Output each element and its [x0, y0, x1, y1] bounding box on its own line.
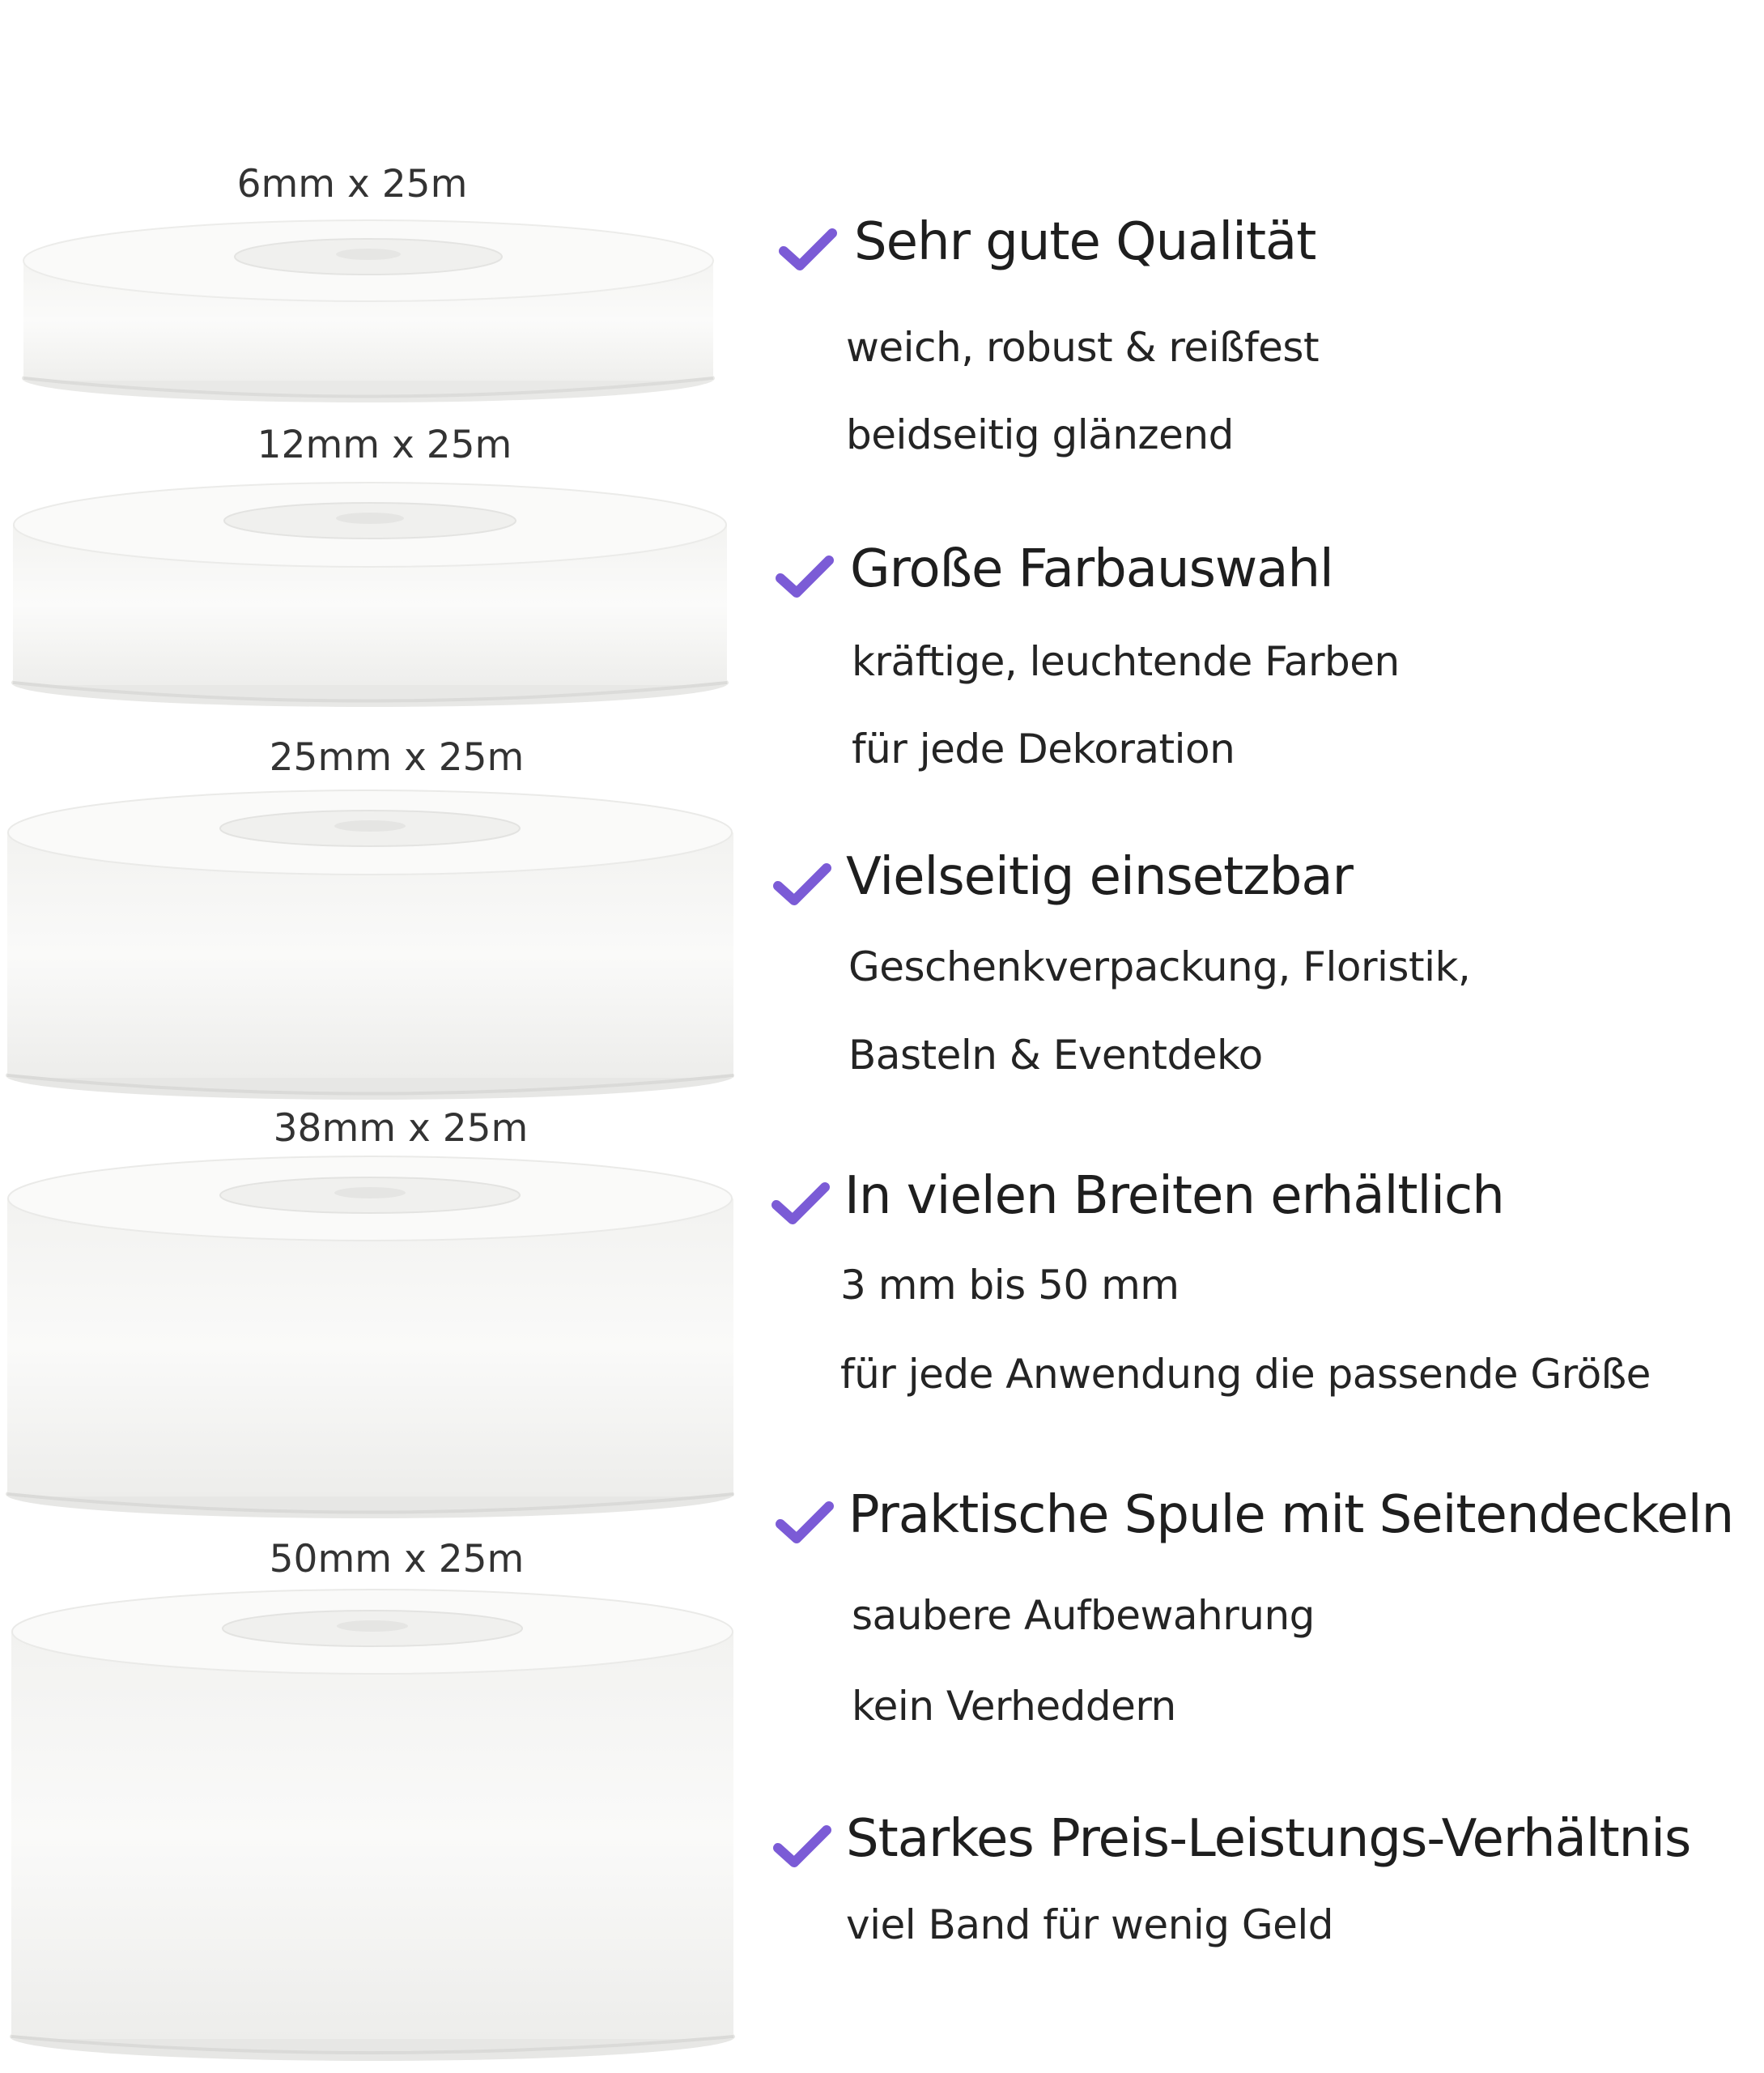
spool-size-label: 12mm x 25m [257, 423, 512, 467]
feature-line: für jede Dekoration [852, 726, 1235, 773]
ribbon-spool-12mm [10, 476, 730, 711]
feature-line: saubere Aufbewahrung [852, 1592, 1315, 1639]
ribbon-spool-25mm [4, 784, 737, 1104]
ribbon-spool-50mm [8, 1583, 737, 2069]
check-icon [773, 862, 831, 907]
feature-line: für jede Anwendung die passende Größe [840, 1351, 1651, 1398]
check-icon [771, 1181, 830, 1226]
feature-line: Geschenkverpackung, Floristik, [848, 943, 1471, 990]
feature-title: Große Farbauswahl [850, 539, 1333, 599]
spool-size-label: 6mm x 25m [236, 162, 468, 206]
feature-title: Starkes Preis-Leistungs-Verhältnis [846, 1809, 1691, 1869]
feature-line: beidseitig glänzend [846, 411, 1234, 458]
feature-title: Praktische Spule mit Seitendeckeln [848, 1485, 1734, 1545]
spool-size-label: 50mm x 25m [269, 1537, 525, 1581]
check-icon [776, 554, 834, 599]
feature-line: viel Band für wenig Geld [846, 1901, 1334, 1948]
spool-size-label: 25mm x 25m [269, 735, 525, 780]
check-icon [776, 1500, 834, 1545]
feature-title: In vielen Breiten erhältlich [844, 1166, 1504, 1226]
feature-line: kein Verheddern [852, 1683, 1176, 1730]
feature-title: Vielseitig einsetzbar [846, 847, 1353, 907]
spool-size-label: 38mm x 25m [273, 1106, 529, 1151]
ribbon-spool-6mm [20, 212, 716, 407]
feature-line: kräftige, leuchtende Farben [852, 638, 1400, 685]
check-icon [779, 227, 837, 272]
ribbon-spool-38mm [4, 1150, 737, 1522]
feature-title: Sehr gute Qualität [854, 212, 1316, 272]
feature-line: 3 mm bis 50 mm [840, 1262, 1180, 1309]
feature-line: weich, robust & reißfest [846, 324, 1320, 371]
check-icon [773, 1824, 831, 1869]
feature-line: Basteln & Eventdeko [848, 1032, 1263, 1079]
